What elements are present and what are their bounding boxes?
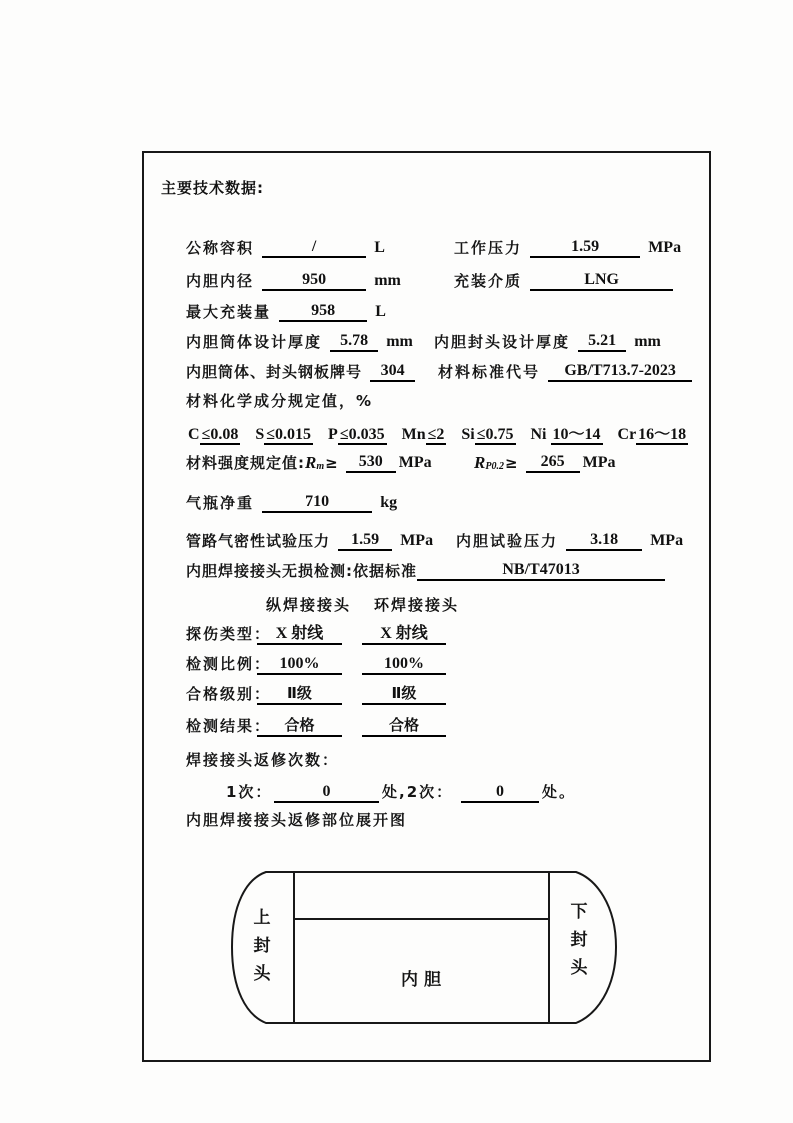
diagram-liner-label: 内 胆 [401, 970, 441, 990]
tank-outline [232, 872, 616, 1023]
shell-thickness-value: 5.78 [330, 331, 378, 352]
row-volume-pressure [186, 237, 697, 261]
detection-ratio-circumferential: 100% [362, 654, 446, 675]
flaw-type-longitudinal: X 射线 [257, 624, 342, 645]
repair-twice-value: 0 [461, 782, 539, 803]
chem-item-Mn: Mn ≤2 [401, 426, 445, 443]
flaw-type-circumferential: X 射线 [362, 624, 446, 645]
chem-item-Ni: Ni 10～14 [530, 426, 601, 443]
repair-once-value: 0 [274, 782, 379, 803]
row-detection-result [186, 716, 697, 740]
detection-result-longitudinal: 合格 [257, 716, 342, 737]
net-weight-value: 710 [262, 492, 372, 513]
row-chemistry-values [188, 421, 697, 445]
col-header-circumferential: 环焊接接头 [374, 596, 460, 614]
head-thickness-unit: mm [634, 333, 661, 350]
working-pressure-unit: MPa [648, 239, 682, 256]
diagram-right-head-label [571, 902, 589, 978]
nominal-volume-label: 公称容积 [186, 239, 255, 257]
chem-item-S: S ≤0.015 [255, 426, 312, 443]
repair-end-label: 处。 [542, 783, 577, 801]
document-border-frame [142, 151, 711, 1062]
max-filling-unit: L [375, 303, 386, 320]
rm-symbol: R [305, 453, 317, 472]
svg-text:头: 头 [570, 958, 588, 978]
row-strength [186, 452, 697, 476]
row-net-weight [186, 492, 697, 516]
rp02-value: 265 [526, 452, 580, 473]
working-pressure-value: 1.59 [530, 237, 640, 258]
detection-ratio-longitudinal: 100% [257, 654, 342, 675]
row-max-filling [186, 301, 697, 325]
pipeline-test-unit: MPa [400, 532, 434, 549]
pipeline-test-label: 管路气密性试验压力 [186, 532, 331, 550]
chem-item-Cr: Cr 16～18 [617, 426, 687, 443]
material-standard-label: 材料标准代号 [438, 363, 541, 381]
diagram-heading: 内胆焊接接头返修部位展开图 [186, 811, 408, 829]
row-repair-counts [186, 782, 697, 806]
row-repair-heading [186, 750, 697, 774]
liner-inner-diameter-label: 内胆内径 [186, 272, 255, 290]
row-detection-ratio [186, 654, 697, 678]
shell-thickness-label: 内胆筒体设计厚度 [186, 333, 323, 351]
row-chemistry-heading [186, 391, 697, 415]
head-thickness-label: 内胆封头设计厚度 [434, 333, 571, 351]
detection-result-circumferential: 合格 [362, 716, 446, 737]
row-steel-grade [186, 361, 697, 385]
filling-medium-label: 充装介质 [454, 272, 523, 290]
max-filling-value: 958 [279, 301, 367, 322]
head-thickness-value: 5.21 [578, 331, 626, 352]
acceptance-level-longitudinal: Ⅱ级 [257, 684, 342, 705]
acceptance-level-circumferential: Ⅱ级 [362, 684, 446, 705]
row-weld-table-header [186, 594, 697, 618]
rp02-subscript: P0.2 [485, 461, 504, 472]
row-ndt-standard [186, 560, 697, 584]
rm-value: 530 [346, 452, 396, 473]
repair-heading: 焊接接头返修次数： [186, 751, 340, 769]
detection-result-label: 检测结果： [186, 717, 272, 735]
chem-item-C: C ≤0.08 [188, 426, 239, 443]
nominal-volume-value: / [262, 237, 366, 258]
working-pressure-label: 工作压力 [454, 239, 523, 257]
svg-text:头: 头 [253, 964, 271, 984]
svg-text:上: 上 [253, 908, 271, 928]
repair-mid-label: 处,2次： [382, 783, 454, 801]
rp02-unit: MPa [582, 454, 616, 471]
liner-test-unit: MPa [650, 532, 684, 549]
chemistry-heading: 材料化学成分规定值，% [186, 392, 374, 410]
rp02-geq: ≥ [504, 454, 518, 472]
page-title: 主要技术数据: [161, 179, 264, 197]
liner-test-value: 3.18 [566, 530, 642, 551]
steel-grade-value: 304 [370, 361, 415, 382]
ndt-standard-value: NB/T47013 [417, 560, 665, 581]
acceptance-level-label: 合格级别： [186, 685, 272, 703]
chem-item-Si: Si ≤0.75 [461, 426, 514, 443]
material-standard-value: GB/T713.7-2023 [548, 361, 692, 382]
row-test-pressures [186, 530, 697, 554]
liner-inner-diameter-unit: mm [374, 272, 401, 289]
net-weight-label: 气瓶净重 [186, 494, 255, 512]
chem-item-P: P ≤0.035 [328, 426, 385, 443]
svg-text:封: 封 [570, 930, 588, 950]
liner-development-diagram [224, 851, 624, 1037]
row-design-thickness [186, 331, 697, 355]
svg-text:封: 封 [253, 936, 271, 956]
repair-once-label: 1次： [226, 783, 273, 801]
flaw-type-label: 探伤类型： [186, 625, 272, 643]
col-header-longitudinal: 纵焊接接头 [266, 596, 352, 614]
detection-ratio-label: 检测比例： [186, 655, 272, 673]
row-diameter-medium [186, 270, 697, 294]
strength-label: 材料强度规定值: [186, 454, 305, 472]
pipeline-test-value: 1.59 [338, 530, 392, 551]
rm-subscript: m [316, 461, 325, 472]
row-flaw-detection-type [186, 624, 697, 648]
diagram-left-head-label [254, 907, 272, 984]
nominal-volume-unit: L [374, 239, 385, 256]
rp02-symbol: R [474, 453, 486, 472]
shell-thickness-unit: mm [386, 333, 413, 350]
steel-grade-label: 内胆筒体、封头钢板牌号 [186, 363, 363, 381]
row-diagram-heading [186, 810, 697, 834]
liner-test-label: 内胆试验压力 [456, 532, 559, 550]
rm-geq: ≥ [325, 454, 338, 472]
filling-medium-value: LNG [530, 270, 673, 291]
rm-unit: MPa [398, 454, 432, 471]
svg-text:下: 下 [570, 902, 588, 922]
liner-inner-diameter-value: 950 [262, 270, 366, 291]
ndt-label: 内胆焊接接头无损检测:依据标准 [186, 562, 418, 580]
net-weight-unit: kg [380, 494, 398, 511]
row-acceptance-level [186, 684, 697, 708]
max-filling-label: 最大充装量 [186, 303, 272, 321]
